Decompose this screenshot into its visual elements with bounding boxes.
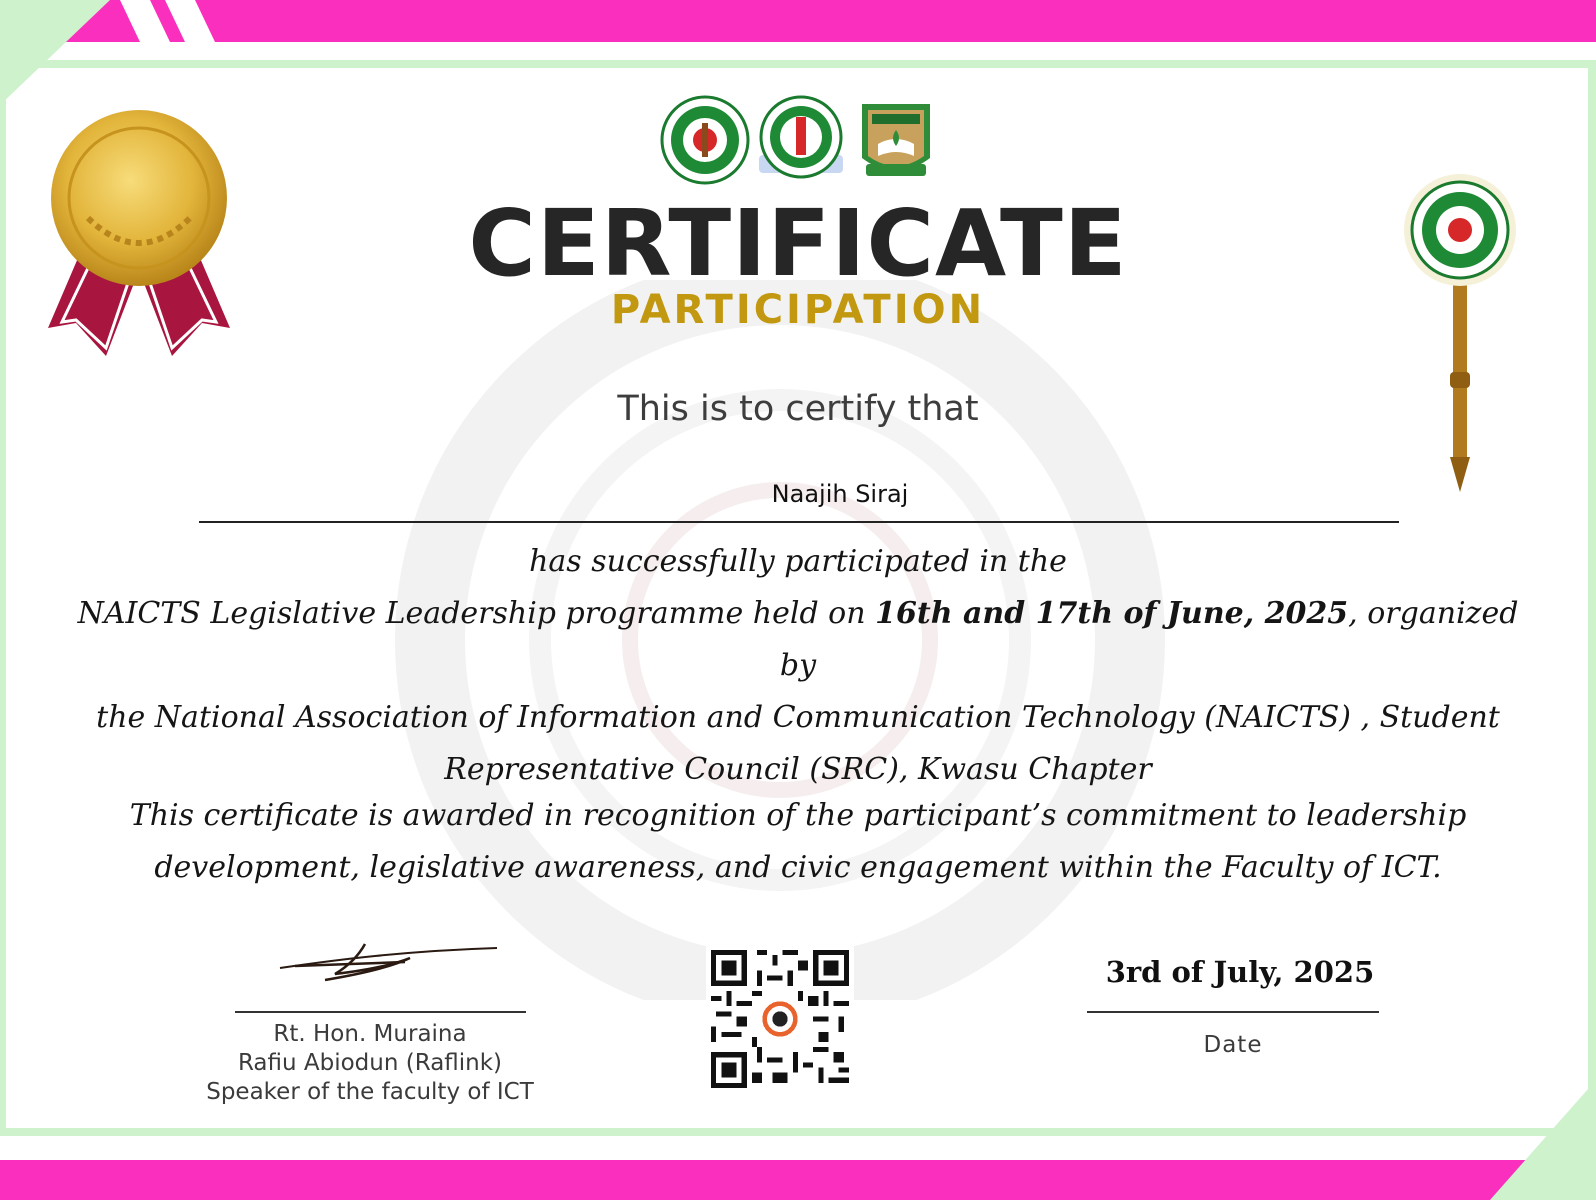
date-label: Date xyxy=(1203,1032,1263,1058)
kwasu-logo xyxy=(858,100,934,184)
signer-name: Rt. Hon. Muraina xyxy=(273,1021,467,1047)
signature-line xyxy=(235,1011,526,1013)
naicts-logo xyxy=(755,95,847,187)
signer-title: Speaker of the faculty of ICT xyxy=(206,1079,534,1105)
date-underline xyxy=(1087,1011,1379,1013)
bottom-right-corner-decoration xyxy=(1490,1080,1596,1200)
paragraph-line: development, legislative awareness, and civic engagement within the Faculty of ICT. xyxy=(154,850,1442,885)
paragraph-line: Representative Council (SRC), Kwasu Chapter xyxy=(444,752,1152,787)
bottom-green-border xyxy=(0,1128,1596,1136)
certify-text: This is to certify that xyxy=(617,389,979,429)
paragraph-line: the National Association of Information and Communication Technology (NAICTS) , Student xyxy=(96,700,1500,735)
paragraph-line: has successfully participated in the xyxy=(529,544,1067,579)
bottom-pink-band xyxy=(0,1160,1596,1200)
event-dates: 16th and 17th of June, 2025 xyxy=(875,596,1349,631)
qr-code[interactable] xyxy=(706,945,854,1093)
paragraph-text: NAICTS Legislative Leadership programme held on xyxy=(77,596,876,631)
paragraph-line: This certificate is awarded in recognition of the participant’s commitment to leadership xyxy=(129,798,1467,833)
recognition-paragraph xyxy=(60,790,1536,894)
signer-name: Rafiu Abiodun (Raflink) xyxy=(237,1050,503,1076)
senate-naicts-logo xyxy=(660,95,750,185)
participation-paragraph xyxy=(60,536,1536,796)
name-underline xyxy=(199,521,1399,523)
paragraph-text: , organized by xyxy=(779,596,1519,683)
certificate-subtitle: PARTICIPATION xyxy=(610,287,986,333)
paragraph-line xyxy=(60,588,1536,692)
handwritten-signature xyxy=(275,940,505,990)
recipient-name: Naajih Siraj xyxy=(771,480,909,508)
top-left-corner-decoration xyxy=(0,0,240,110)
certificate-title: CERTIFICATE xyxy=(468,190,1128,297)
signer-block xyxy=(170,1020,570,1107)
issue-date: 3rd of July, 2025 xyxy=(1105,955,1375,989)
top-green-border xyxy=(0,60,1596,68)
